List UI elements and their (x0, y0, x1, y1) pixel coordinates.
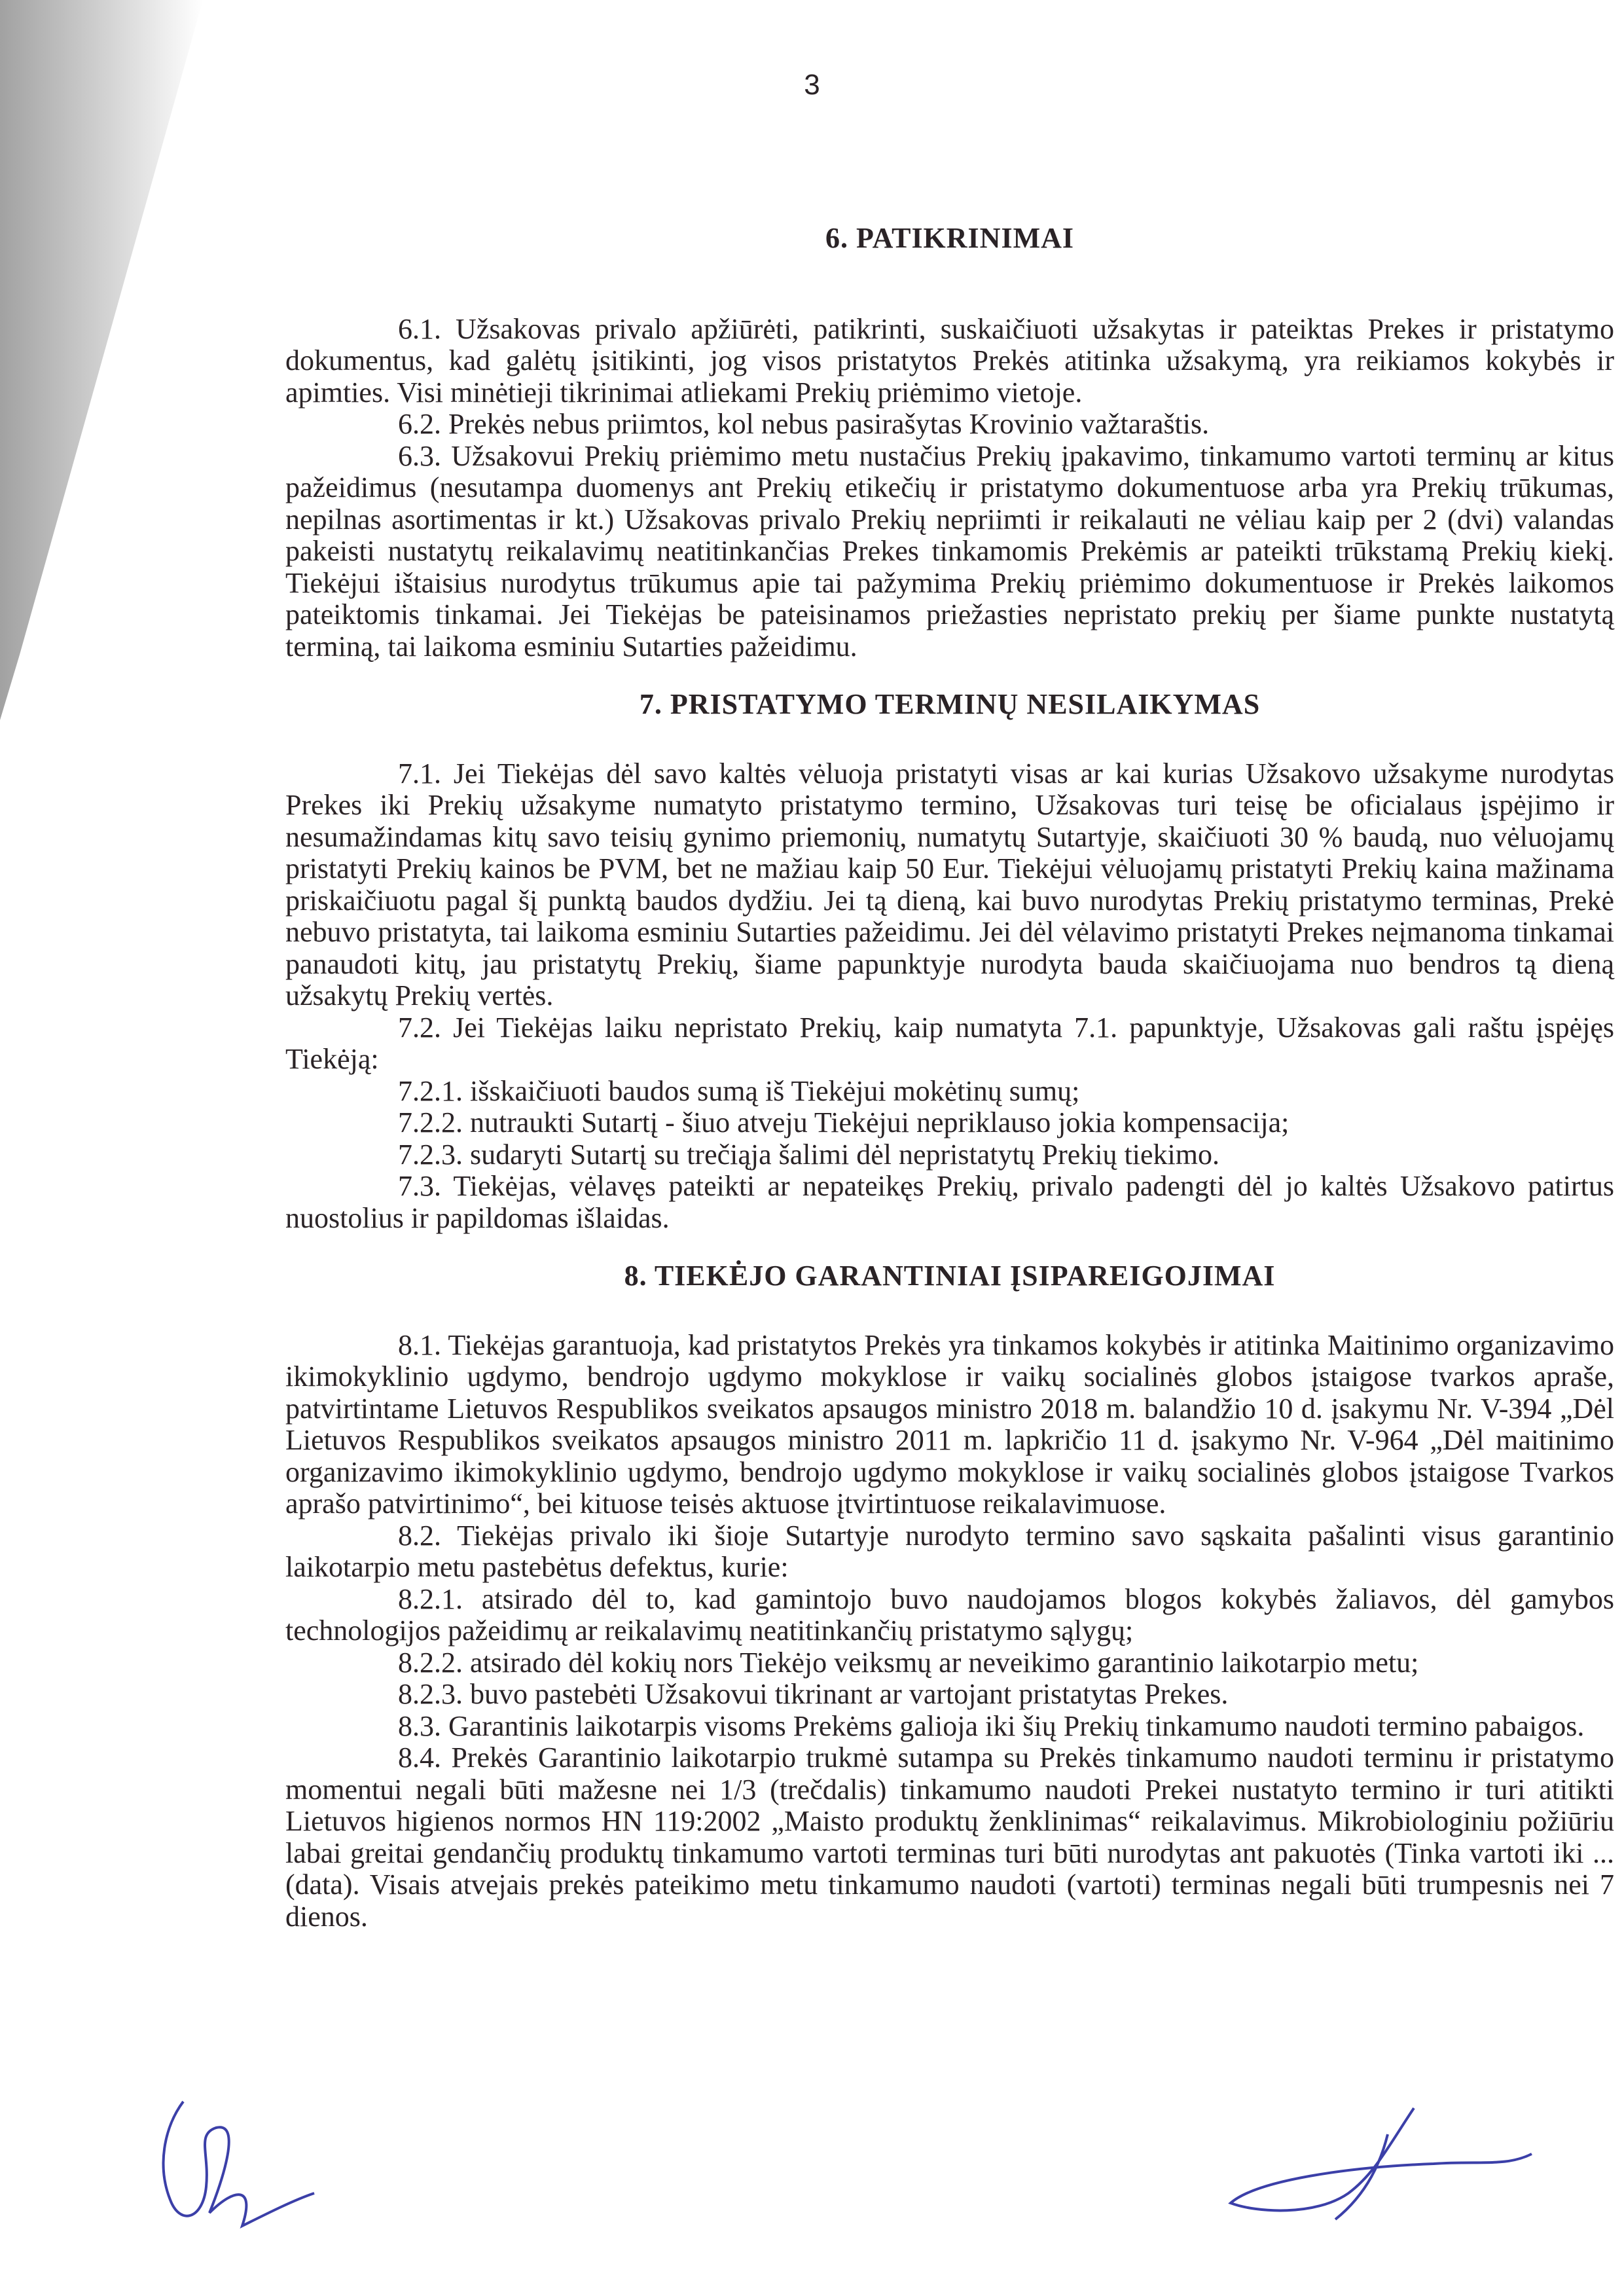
signature-left (144, 2088, 327, 2259)
section-heading: 8. TIEKĖJO GARANTINIAI ĮSIPAREIGOJIMAI (624, 1260, 1276, 1292)
section-delivery-delays (285, 689, 1614, 1234)
clause-7-2-2: 7.2.2. nutraukti Sutartį - šiuo atveju Tiekėjui nepriklauso jokia kompensacija; (398, 1106, 1290, 1139)
clause-8-2-2: 8.2.2. atsirado dėl kokių nors Tiekėjo veiksmų ar neveikimo garantinio laikotarpio metu; (398, 1646, 1419, 1679)
section-inspections (285, 223, 1614, 663)
section-heading: 7. PRISTATYMO TERMINŲ NESILAIKYMAS (639, 688, 1261, 720)
clause-8-2-3: 8.2.3. buvo pastebėti Užsakovui tikrinant ar vartojant pristatytas Prekes. (398, 1678, 1229, 1710)
clause-6-3: 6.3. Užsakovui Prekių priėmimo metu nustačius Prekių įpakavimo, tinkamumo vartoti terminų ar kitus pažeidimus (nesutampa duomenys ant Prekių etikečių ir pristatymo dokumentuose arba yra Prekių trūkumas, nepilnas asortimentas ir kt.) Užsakovas privalo Prekių nepriimti ir reikalauti ne vėliau kaip per 2 (dvi) valandas pakeisti nustatytų reikalavimų neatitinkančias Prekes tinkamomis Prekėmis ar pateikti trūkstamą Prekių kiekį. Tiekėjui ištaisius nurodytus trūkumus apie tai pažymima Prekių priėmimo dokumentuose ir Prekės laikomos pateiktomis tinkamai. Jei Tiekėjas be pateisinamos priežasties nepristato prekių per šiame punkte nustatytą terminą, tai laikoma esminiu Sutarties pažeidimu. (285, 439, 1614, 663)
section-heading: 6. PATIKRINIMAI (825, 222, 1075, 254)
clause-7-3: 7.3. Tiekėjas, vėlavęs pateikti ar nepateikęs Prekių, privalo padengti dėl jo kaltės Užsakovo patirtus nuostolius ir papildomas išlaidas. (285, 1170, 1614, 1234)
clause-8-3: 8.3. Garantinis laikotarpis visoms Prekėms galioja iki šių Prekių tinkamumo naudoti termino pabaigos. (398, 1709, 1585, 1742)
document-body (285, 223, 1614, 1933)
signature-right (1218, 2095, 1558, 2226)
clause-8-1: 8.1. Tiekėjas garantuoja, kad pristatytos Prekės yra tinkamos kokybės ir atitinka Maitinimo organizavimo ikimokyklinio ugdymo, bendrojo ugdymo mokyklose ir vaikų socialinės globos įstaigose tvarkos apraše, patvirtintame Lietuvos Respublikos sveikatos apsaugos ministro 2018 m. balandžio 10 d. įsakymu Nr. V-394 „Dėl Lietuvos Respublikos sveikatos apsaugos ministro 2011 m. lapkričio 11 d. įsakymo Nr. V-964 „Dėl maitinimo organizavimo ikimokyklinio ugdymo, bendrojo ugdymo mokyklose ir vaikų socialinės globos įstaigose Tvarkos aprašo patvirtinimo“, bei kituose teisės aktuose įtvirtintuose reikalavimuose. (285, 1328, 1614, 1520)
clause-7-2-1: 7.2.1. išskaičiuoti baudos sumą iš Tiekėjui mokėtinų sumų; (398, 1074, 1080, 1107)
clause-7-2: 7.2. Jei Tiekėjas laiku nepristato Prekių, kaip numatyta 7.1. papunktyje, Užsakovas gali raštu įspėjęs Tiekėją: (285, 1011, 1614, 1075)
clause-8-4: 8.4. Prekės Garantinio laikotarpio trukmė sutampa su Prekės tinkamumo naudoti terminu ir pristatymo momentui negali būti mažesne nei 1/3 (trečdalis) tinkamumo naudoti Prekei nustatyto termino ir turi atitikti Lietuvos higienos normos HN 119:2002 „Maisto produktų ženklinimas“ reikalavimus. Mikrobiologiniu požiūriu labai greitai gendančių produktų tinkamumo vartoti terminas turi būti nurodytas ant pakuotės (Tinka vartoti iki ... (data). Visais atvejais prekės pateikimo metu tinkamumo naudoti (vartoti) terminas negali būti trumpesnis nei 7 dienos. (285, 1741, 1614, 1933)
clause-6-1: 6.1. Užsakovas privalo apžiūrėti, patikrinti, suskaičiuoti užsakytas ir pateiktas Prekes ir pristatymo dokumentus, kad galėtų įsitikinti, jog visos pristatytos Prekės atitinka užsakymą, yra reikiamos kokybės ir apimties. Visi minėtieji tikrinimai atliekami Prekių priėmimo vietoje. (285, 312, 1614, 409)
clause-7-2-3: 7.2.3. sudaryti Sutartį su trečiąja šalimi dėl nepristatytų Prekių tiekimo. (398, 1138, 1219, 1171)
clause-8-2-1: 8.2.1. atsirado dėl to, kad gamintojo buvo naudojamos blogos kokybės žaliavos, dėl gamybos technologijos pažeidimų ar reikalavimų neatitinkančių pristatymo sąlygų; (285, 1582, 1614, 1647)
section-supplier-warranty (285, 1260, 1614, 1933)
page-number: 3 (804, 69, 820, 101)
clause-7-1: 7.1. Jei Tiekėjas dėl savo kaltės vėluoja pristatyti visas ar kai kurias Užsakovo užsakyme nurodytas Prekes iki Prekių užsakyme numatyto pristatymo termino, Užsakovas turi teisę be oficialaus įspėjimo ir nesumažindamas kitų savo teisių gynimo priemonių, numatytų Sutartyje, skaičiuoti 30 % baudą, nuo vėluojamų pristatyti Prekių kainos be PVM, bet ne mažiau kaip 50 Eur. Tiekėjui vėluojamų pristatyti Prekių kaina mažinama priskaičiuotu pagal šį punktą baudos dydžiu. Jei tą dieną, kai buvo nurodytas Prekių pristatymo terminas, Prekė nebuvo pristatyta, tai laikoma esminiu Sutarties pažeidimu. Jei dėl vėlavimo pristatyti Prekes neįmanoma tinkamai panaudoti kitų, jau pristatytų Prekių, šiame papunktyje nurodyta bauda skaičiuojama nuo bendros tą dieną užsakytų Prekių vertės. (285, 757, 1614, 1011)
clause-6-2: 6.2. Prekės nebus priimtos, kol nebus pasirašytas Krovinio važtaraštis. (398, 408, 1210, 440)
clause-8-2: 8.2. Tiekėjas privalo iki šioje Sutartyje nurodyto termino savo sąskaita pašalinti visus garantinio laikotarpio metu pastebėtus defektus, kurie: (285, 1519, 1614, 1583)
